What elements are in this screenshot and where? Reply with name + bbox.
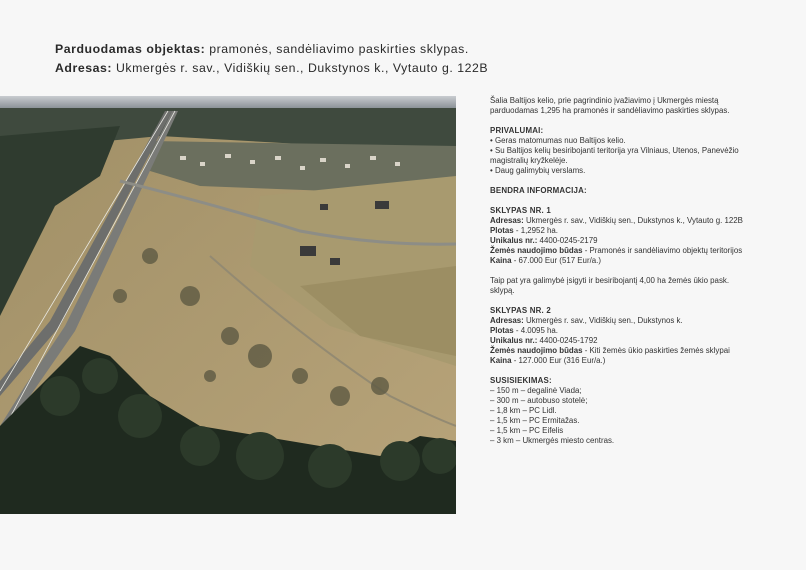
header xyxy=(55,42,488,80)
address-value: Ukmergės r. sav., Vidiškių sen., Dukstynos k., Vytauto g. 122B xyxy=(116,61,489,75)
plot2-unique: Unikalus nr.: 4400-0245-1792 xyxy=(490,336,598,345)
plot1-use: Žemės naudojimo būdas - Pramonės ir sandėliavimo objektų teritorijos xyxy=(490,246,743,255)
advantage-item: magistralių kryžkelėje. xyxy=(490,156,568,165)
intro-line-1: Šalia Baltijos kelio, prie pagrindinio įvažiavimo į Ukmergės miestą xyxy=(490,96,719,105)
advantage-item: • Su Baltijos kelių besiribojanti teritorija yra Vilniaus, Utenos, Panevėžio xyxy=(490,146,739,155)
plot2-address: Adresas: Ukmergės r. sav., Vidiškių sen., Dukstynos k. xyxy=(490,316,683,325)
connection-item: – 150 m – degalinė Viada; xyxy=(490,386,582,395)
connection-item: – 1,5 km – PC Ermitažas. xyxy=(490,416,580,425)
connections-title: SUSISIEKIMAS: xyxy=(490,376,552,385)
plot1-area: Plotas - 1,2952 ha. xyxy=(490,226,558,235)
advantages-title: PRIVALUMAI: xyxy=(490,126,544,135)
advantage-item: • Geras matomumas nuo Baltijos kelio. xyxy=(490,136,626,145)
plot1-address: Adresas: Ukmergės r. sav., Vidiškių sen., Dukstynos k., Vytauto g. 122B xyxy=(490,216,743,225)
connection-item: – 1,5 km – PC Eifelis xyxy=(490,426,564,435)
general-title: BENDRA INFORMACIJA: xyxy=(490,186,587,195)
plot2-title: SKLYPAS NR. 2 xyxy=(490,306,551,315)
plot1-title: SKLYPAS NR. 1 xyxy=(490,206,551,215)
plot2-price: Kaina - 127.000 Eur (316 Eur/a.) xyxy=(490,356,606,365)
connection-item: – 1,8 km – PC Lidl. xyxy=(490,406,557,415)
plot2-area: Plotas - 4.0095 ha. xyxy=(490,326,558,335)
object-value: pramonės, sandėliavimo paskirties sklypas. xyxy=(209,42,469,56)
connection-item: – 3 km – Ukmergės miesto centras. xyxy=(490,436,615,445)
extra-line-2: sklypą. xyxy=(490,286,515,295)
address-label: Adresas: xyxy=(55,61,113,75)
plot1-unique: Unikalus nr.: 4400-0245-2179 xyxy=(490,236,598,245)
object-line xyxy=(55,42,488,56)
advantage-item: • Daug galimybių verslams. xyxy=(490,166,586,175)
object-label: Parduodamas objektas: xyxy=(55,42,206,56)
info-panel xyxy=(490,96,760,446)
connection-item: – 300 m – autobuso stotelė; xyxy=(490,396,588,405)
intro-line-2: parduodamas 1,295 ha pramonės ir sandėliavimo paskirties sklypas. xyxy=(490,106,730,115)
plot1-price: Kaina - 67.000 Eur (517 Eur/a.) xyxy=(490,256,601,265)
extra-line-1: Taip pat yra galimybė įsigyti ir besiribojantį 4,00 ha žemės ūkio pask. xyxy=(490,276,730,285)
aerial-photo xyxy=(0,96,456,514)
plot2-use: Žemės naudojimo būdas - Kiti žemės ūkio paskirties žemės sklypai xyxy=(490,346,730,355)
address-line xyxy=(55,61,488,75)
